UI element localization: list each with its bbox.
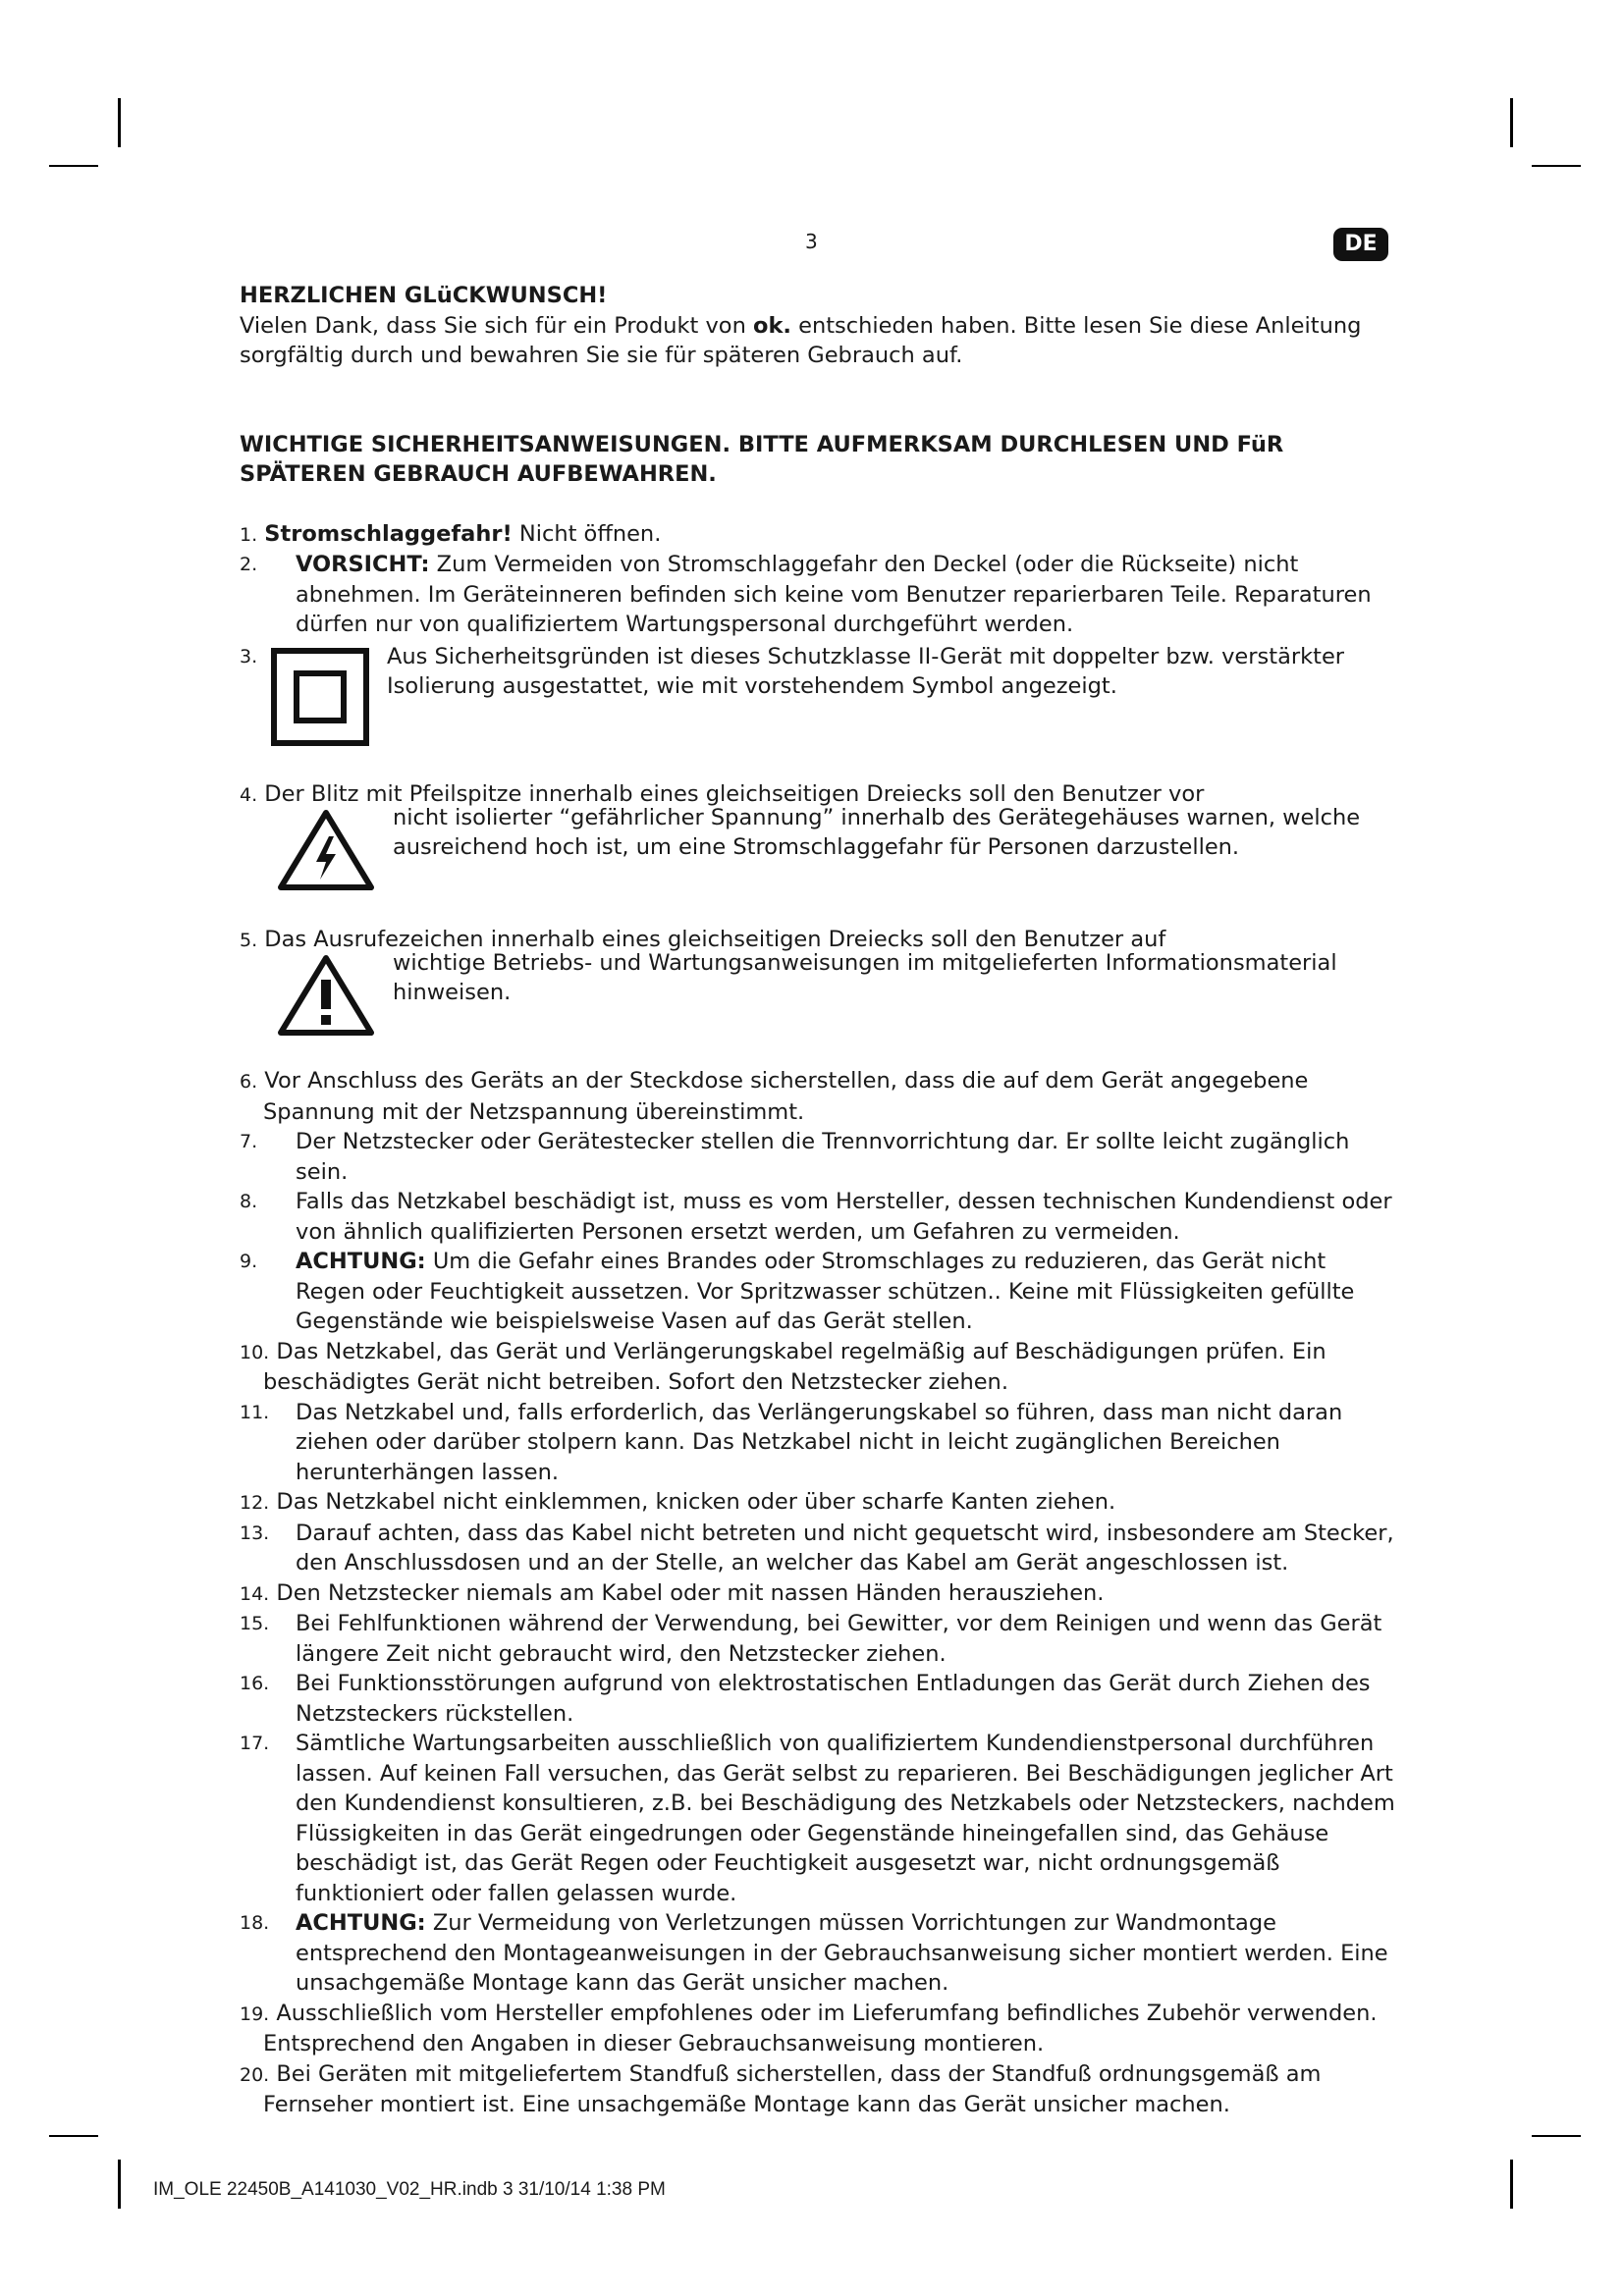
- list-item: 3. Aus Sicherheitsgründen ist dieses Schutzklasse II-Gerät mit doppelter bzw. verstärkter Isolierung ausgestattet, wie mit vorstehendem Symbol angezeigt.: [240, 642, 1398, 755]
- crop-mark: [49, 2135, 98, 2137]
- list-item: 18. ACHTUNG: Zur Vermeidung von Verletzungen müssen Vorrichtungen zur Wandmontage entsprechend den Montageanweisungen in der Gebrauchsanweisung sicher montiert werden. Eine unsachgemäße Montage kann das Gerät unsicher machen.: [240, 1910, 1388, 1996]
- list-item: 13. Darauf achten, dass das Kabel nicht betreten und nicht gequetscht wird, insbesondere am Stecker, den Anschlussdosen und an der Stelle, an welcher das Kabel am Gerät angeschlossen ist.: [240, 1520, 1394, 1575]
- page-number: 3: [805, 230, 818, 253]
- safety-title: WICHTIGE SICHERHEITSANWEISUNGEN. BITTE AUFMERKSAM DURCHLESEN UND FüR SPÄTEREN GEBRAUCH AUFBEWAHREN.: [240, 431, 1284, 487]
- list-item: 14. Den Netzstecker niemals am Kabel oder mit nassen Händen herausziehen.: [240, 1579, 1105, 1606]
- lightning-warning-icon: [277, 809, 375, 900]
- list-item: 20. Bei Geräten mit mitgeliefertem Standfuß sicherstellen, dass der Standfuß ordnungsgemäß am Fernseher montiert ist. Eine unsachgemäße Montage kann das Gerät unsicher machen.: [240, 2060, 1322, 2117]
- list-item: 7. Der Netzstecker oder Gerätestecker stellen die Trennvorrichtung dar. Er sollte leicht zugänglich sein.: [240, 1129, 1350, 1185]
- list-item: 1. Stromschlaggefahr! Nicht öffnen.: [240, 520, 662, 547]
- list-item: 16. Bei Funktionsstörungen aufgrund von elektrostatischen Entladungen das Gerät durch Ziehen des Netzsteckers rückstellen.: [240, 1671, 1371, 1727]
- crop-mark: [1510, 98, 1513, 147]
- greeting-text: Vielen Dank, dass Sie sich für ein Produkt von ok. entschieden haben. Bitte lesen Sie diese Anleitung sorgfältig durch und bewahren Sie sie für späteren Gebrauch auf.: [240, 312, 1362, 368]
- brand-name: ok.: [752, 312, 791, 339]
- list-item: 15. Bei Fehlfunktionen während der Verwendung, bei Gewitter, vor dem Reinigen und wenn das Gerät längere Zeit nicht gebraucht wird, den Netzstecker ziehen.: [240, 1611, 1382, 1667]
- document-body: [240, 281, 1398, 2120]
- list-item: 12. Das Netzkabel nicht einklemmen, knicken oder über scharfe Kanten ziehen.: [240, 1489, 1116, 1515]
- list-item: 2. VORSICHT: Zum Vermeiden von Stromschlaggefahr den Deckel (oder die Rückseite) nicht abnehmen. Im Geräteinneren befinden sich keine vom Benutzer reparierbaren Teile. Reparaturen dürfen nur von qualifiziertem Wartungspersonal durchgeführt werden.: [240, 552, 1372, 637]
- list-item: 11. Das Netzkabel und, falls erforderlich, das Verlängerungskabel so führen, dass man nicht daran ziehen oder darüber stolpern kann. Das Netzkabel nicht in leicht zugänglichen Bereichen herunterhängen lassen.: [240, 1399, 1343, 1485]
- list-item: 17. Sämtliche Wartungsarbeiten ausschließlich von qualifiziertem Kundendienstpersonal durchführen lassen. Auf keinen Fall versuchen, das Gerät selbst zu reparieren. Bei Beschädigungen jeglicher Art den Kundendienst konsultieren, z.B. bei Beschädigung des Netzkabels oder Netzsteckers, nachdem Flüssigkeiten in das Gerät eingedrungen oder Gegenstände hineingefallen sind, das Gehäuse beschädigt ist, das Gerät Regen oder Feuchtigkeit ausgesetzt war, nicht ordnungsgemäß funktioniert oder fallen gelassen wurde.: [240, 1731, 1395, 1906]
- list-item: 10. Das Netzkabel, das Gerät und Verlängerungskabel regelmäßig auf Beschädigungen prüfen. Ein beschädigtes Gerät nicht betreiben. Sofort den Netzstecker ziehen.: [240, 1338, 1326, 1395]
- crop-mark: [1510, 2160, 1513, 2209]
- list-item: 9. ACHTUNG: Um die Gefahr eines Brandes oder Stromschlages zu reduzieren, das Gerät nicht Regen oder Feuchtigkeit aussetzen. Vor Spritzwasser schützen.. Keine mit Flüssigkeiten gefüllte Gegenstände wie beispielsweise Vasen auf das Gerät stellen.: [240, 1249, 1355, 1334]
- list-item: 6. Vor Anschluss des Geräts an der Steckdose sicherstellen, dass die auf dem Gerät angegebene Spannung mit der Netzspannung übereinstimmt.: [240, 1068, 1309, 1125]
- list-item: 19. Ausschließlich vom Hersteller empfohlenes oder im Lieferumfang befindliches Zubehör verwenden. Entsprechend den Angaben in dieser Gebrauchsanweisung montieren.: [240, 2000, 1378, 2056]
- crop-mark: [118, 2160, 121, 2209]
- crop-mark: [1532, 165, 1581, 167]
- greeting-title: HERZLICHEN GLüCKWUNSCH!: [240, 283, 608, 308]
- list-item: 4. Der Blitz mit Pfeilspitze innerhalb eines gleichseitigen Dreiecks soll den Benutzer vor nicht isolierter “gefährlicher Spannung” innerhalb des Gerätegehäuses warnen, welche ausreichend hoch ist, um eine Stromschlaggefahr für Personen darzustellen.: [240, 779, 1398, 899]
- list-item: 5. Das Ausrufezeichen innerhalb eines gleichseitigen Dreiecks soll den Benutzer auf wichtige Betriebs- und Wartungsanweisungen im mitgelieferten Informationsmaterial hinweisen.: [240, 925, 1398, 1044]
- list-item: 8. Falls das Netzkabel beschädigt ist, muss es vom Hersteller, dessen technischen Kundendienst oder von ähnlich qualifizierten Personen ersetzt werden, um Gefahren zu vermeiden.: [240, 1189, 1392, 1245]
- safety-list: [240, 519, 1398, 2120]
- exclamation-warning-icon: [277, 954, 375, 1045]
- crop-mark: [118, 98, 121, 147]
- print-footer: IM_OLE 22450B_A141030_V02_HR.indb 3 31/10/14 1:38 PM: [153, 2179, 666, 2200]
- crop-mark: [1532, 2135, 1581, 2137]
- crop-mark: [49, 165, 98, 167]
- language-badge: DE: [1333, 228, 1388, 261]
